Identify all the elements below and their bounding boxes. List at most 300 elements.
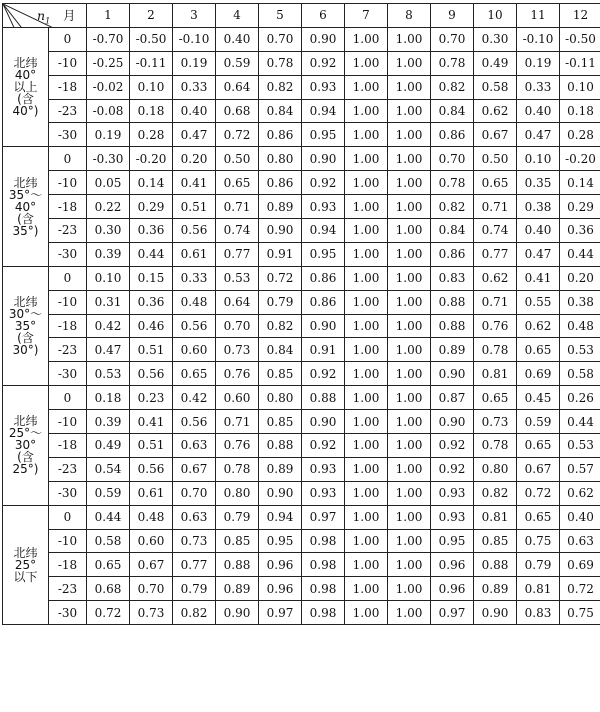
coefficient-table: [2, 3, 600, 625]
value-cell: 0.36: [130, 290, 173, 314]
value-cell: 0.47: [517, 123, 560, 147]
value-cell: 1.00: [388, 99, 431, 123]
value-cell: 0.62: [474, 99, 517, 123]
value-cell: 0.41: [173, 171, 216, 195]
value-cell: 0.92: [302, 171, 345, 195]
value-cell: 1.00: [388, 338, 431, 362]
value-cell: 1.00: [345, 338, 388, 362]
value-cell: 0.18: [87, 386, 130, 410]
value-cell: 0.90: [302, 147, 345, 171]
temperature-cell: -18: [49, 434, 87, 458]
value-cell: 1.00: [345, 434, 388, 458]
value-cell: 0.84: [431, 99, 474, 123]
value-cell: 0.56: [130, 457, 173, 481]
value-cell: 0.90: [216, 601, 259, 625]
value-cell: 0.78: [431, 171, 474, 195]
value-cell: 0.78: [474, 434, 517, 458]
latitude-label-line: (含: [17, 450, 34, 465]
value-cell: 0.62: [517, 314, 560, 338]
temperature-cell: -23: [49, 457, 87, 481]
value-cell: 0.65: [517, 338, 560, 362]
month-header-12: 12: [560, 4, 600, 28]
value-cell: 0.89: [216, 577, 259, 601]
value-cell: 0.71: [474, 195, 517, 219]
latitude-label-line: 30°～: [8, 307, 43, 322]
value-cell: 0.73: [173, 529, 216, 553]
value-cell: 1.00: [388, 75, 431, 99]
value-cell: 1.00: [345, 314, 388, 338]
value-cell: 1.00: [388, 290, 431, 314]
value-cell: 1.00: [345, 601, 388, 625]
value-cell: 0.55: [517, 290, 560, 314]
value-cell: 0.96: [431, 577, 474, 601]
value-cell: 0.92: [302, 362, 345, 386]
latitude-label-line: (含: [17, 331, 34, 346]
value-cell: 0.61: [130, 481, 173, 505]
value-cell: 0.44: [560, 410, 600, 434]
value-cell: 0.18: [560, 99, 600, 123]
latitude-group-cell: [3, 505, 49, 624]
value-cell: 0.51: [130, 338, 173, 362]
value-cell: 0.40: [173, 99, 216, 123]
value-cell: 0.36: [130, 219, 173, 243]
table-row: [3, 123, 600, 147]
value-cell: 0.93: [302, 481, 345, 505]
value-cell: 1.00: [388, 171, 431, 195]
value-cell: 0.10: [560, 75, 600, 99]
value-cell: 1.00: [388, 314, 431, 338]
value-cell: 0.58: [87, 529, 130, 553]
latitude-label-line: 北纬: [13, 295, 38, 310]
value-cell: 0.88: [474, 553, 517, 577]
latitude-label-line: 25°): [12, 462, 39, 477]
temperature-cell: -10: [49, 51, 87, 75]
month-header-11: 11: [517, 4, 560, 28]
latitude-label-line: 35°～: [8, 187, 43, 202]
value-cell: 0.40: [216, 27, 259, 51]
value-cell: 0.84: [259, 99, 302, 123]
value-cell: 0.84: [431, 219, 474, 243]
value-cell: 0.53: [87, 362, 130, 386]
value-cell: -0.30: [87, 147, 130, 171]
value-cell: 0.22: [87, 195, 130, 219]
value-cell: 0.90: [259, 219, 302, 243]
value-cell: 0.92: [431, 434, 474, 458]
value-cell: 0.92: [302, 434, 345, 458]
value-cell: 0.69: [517, 362, 560, 386]
value-cell: 1.00: [345, 147, 388, 171]
value-cell: 0.39: [87, 410, 130, 434]
temperature-cell: -23: [49, 99, 87, 123]
value-cell: 0.78: [216, 457, 259, 481]
value-cell: 0.63: [560, 529, 600, 553]
value-cell: 0.70: [431, 147, 474, 171]
value-cell: 0.77: [474, 242, 517, 266]
value-cell: 0.81: [474, 362, 517, 386]
value-cell: 0.67: [173, 457, 216, 481]
table-row: [3, 601, 600, 625]
latitude-group-cell: [3, 27, 49, 146]
value-cell: 0.36: [560, 219, 600, 243]
value-cell: 0.71: [216, 195, 259, 219]
value-cell: 0.57: [560, 457, 600, 481]
value-cell: 0.46: [130, 314, 173, 338]
value-cell: 0.78: [259, 51, 302, 75]
value-cell: -0.08: [87, 99, 130, 123]
temperature-cell: -30: [49, 601, 87, 625]
value-cell: 0.71: [474, 290, 517, 314]
value-cell: 0.40: [560, 505, 600, 529]
value-cell: 1.00: [345, 577, 388, 601]
value-cell: 0.96: [259, 553, 302, 577]
value-cell: 0.50: [216, 147, 259, 171]
latitude-label-line: 35°): [12, 223, 39, 238]
value-cell: 0.48: [173, 290, 216, 314]
value-cell: 0.97: [431, 601, 474, 625]
value-cell: 0.77: [216, 242, 259, 266]
value-cell: 0.60: [130, 529, 173, 553]
temperature-cell: -23: [49, 577, 87, 601]
temperature-cell: -18: [49, 195, 87, 219]
value-cell: -0.20: [560, 147, 600, 171]
value-cell: 0.72: [87, 601, 130, 625]
value-cell: 0.94: [302, 99, 345, 123]
value-cell: 0.26: [560, 386, 600, 410]
value-cell: 0.56: [173, 410, 216, 434]
value-cell: 0.93: [431, 481, 474, 505]
table-row: [3, 147, 600, 171]
table-row: [3, 457, 600, 481]
value-cell: 0.65: [517, 505, 560, 529]
temperature-cell: 0: [49, 147, 87, 171]
value-cell: 1.00: [345, 195, 388, 219]
value-cell: 0.81: [517, 577, 560, 601]
latitude-label-line: 40°: [14, 68, 37, 83]
month-header-3: 3: [173, 4, 216, 28]
value-cell: 0.45: [517, 386, 560, 410]
value-cell: -0.10: [173, 27, 216, 51]
value-cell: 0.72: [560, 577, 600, 601]
month-header-2: 2: [130, 4, 173, 28]
value-cell: 0.90: [431, 410, 474, 434]
month-header-7: 7: [345, 4, 388, 28]
table-row: [3, 99, 600, 123]
temperature-cell: -30: [49, 481, 87, 505]
value-cell: 0.97: [302, 505, 345, 529]
value-cell: 0.68: [216, 99, 259, 123]
value-cell: 0.70: [431, 27, 474, 51]
latitude-label-line: 北纬: [13, 414, 38, 429]
month-header-4: 4: [216, 4, 259, 28]
value-cell: 0.40: [517, 219, 560, 243]
value-cell: 0.65: [87, 553, 130, 577]
table-row: [3, 481, 600, 505]
value-cell: 0.83: [431, 266, 474, 290]
value-cell: 0.79: [517, 553, 560, 577]
value-cell: 0.89: [431, 338, 474, 362]
value-cell: 0.98: [302, 529, 345, 553]
value-cell: 0.89: [259, 457, 302, 481]
value-cell: 1.00: [345, 266, 388, 290]
value-cell: 0.74: [216, 219, 259, 243]
value-cell: 0.48: [560, 314, 600, 338]
latitude-label-line: 40°): [12, 104, 39, 119]
table-row: [3, 171, 600, 195]
value-cell: 0.62: [560, 481, 600, 505]
value-cell: 1.00: [345, 529, 388, 553]
latitude-group-cell: [3, 147, 49, 266]
value-cell: -0.20: [130, 147, 173, 171]
temperature-cell: 0: [49, 505, 87, 529]
value-cell: 0.65: [517, 434, 560, 458]
value-cell: 0.73: [130, 601, 173, 625]
value-cell: 0.92: [302, 51, 345, 75]
value-cell: 1.00: [388, 410, 431, 434]
value-cell: 0.56: [173, 219, 216, 243]
value-cell: 0.90: [259, 481, 302, 505]
value-cell: 0.58: [474, 75, 517, 99]
value-cell: 0.86: [302, 290, 345, 314]
value-cell: 0.90: [302, 314, 345, 338]
value-cell: 0.19: [517, 51, 560, 75]
value-cell: 0.96: [431, 553, 474, 577]
temperature-cell: -10: [49, 410, 87, 434]
value-cell: 0.33: [173, 75, 216, 99]
value-cell: 1.00: [388, 577, 431, 601]
value-cell: 0.33: [517, 75, 560, 99]
value-cell: 0.91: [302, 338, 345, 362]
value-cell: -0.10: [517, 27, 560, 51]
temperature-cell: -18: [49, 553, 87, 577]
value-cell: -0.02: [87, 75, 130, 99]
month-header-1: 1: [87, 4, 130, 28]
value-cell: 0.68: [87, 577, 130, 601]
value-cell: 0.33: [173, 266, 216, 290]
value-cell: 0.30: [474, 27, 517, 51]
value-cell: 0.49: [87, 434, 130, 458]
value-cell: 0.80: [259, 386, 302, 410]
table-row: [3, 27, 600, 51]
value-cell: 0.65: [216, 171, 259, 195]
value-cell: 0.95: [259, 529, 302, 553]
table-row: [3, 51, 600, 75]
value-cell: 0.85: [259, 362, 302, 386]
value-cell: 0.80: [216, 481, 259, 505]
value-cell: 0.29: [130, 195, 173, 219]
value-cell: 0.38: [517, 195, 560, 219]
value-cell: 0.95: [302, 242, 345, 266]
value-cell: 0.42: [87, 314, 130, 338]
value-cell: 0.88: [431, 290, 474, 314]
value-cell: 1.00: [388, 434, 431, 458]
value-cell: 0.85: [259, 410, 302, 434]
value-cell: 0.86: [259, 171, 302, 195]
value-cell: -0.25: [87, 51, 130, 75]
value-cell: 1.00: [345, 219, 388, 243]
latitude-label-line: 北纬: [13, 56, 38, 71]
value-cell: 0.35: [517, 171, 560, 195]
temperature-cell: -30: [49, 242, 87, 266]
table-row: [3, 362, 600, 386]
value-cell: 0.64: [216, 75, 259, 99]
value-cell: 1.00: [345, 75, 388, 99]
value-cell: 0.18: [130, 99, 173, 123]
value-cell: 0.87: [431, 386, 474, 410]
value-cell: 0.90: [431, 362, 474, 386]
value-cell: 0.72: [216, 123, 259, 147]
value-cell: 1.00: [388, 266, 431, 290]
value-cell: 0.91: [259, 242, 302, 266]
value-cell: 0.54: [87, 457, 130, 481]
table-row: [3, 505, 600, 529]
value-cell: 1.00: [345, 457, 388, 481]
value-cell: 0.98: [302, 553, 345, 577]
value-cell: 0.59: [216, 51, 259, 75]
value-cell: 0.76: [216, 362, 259, 386]
month-header-5: 5: [259, 4, 302, 28]
table-row: [3, 553, 600, 577]
value-cell: 0.65: [173, 362, 216, 386]
value-cell: 1.00: [345, 410, 388, 434]
table-row: [3, 410, 600, 434]
value-cell: 0.65: [474, 171, 517, 195]
value-cell: 0.73: [216, 338, 259, 362]
value-cell: -0.11: [130, 51, 173, 75]
table-row: [3, 290, 600, 314]
value-cell: 0.82: [173, 601, 216, 625]
value-cell: 0.14: [130, 171, 173, 195]
value-cell: 0.79: [259, 290, 302, 314]
value-cell: 0.90: [302, 27, 345, 51]
value-cell: 0.86: [302, 266, 345, 290]
temperature-cell: 0: [49, 266, 87, 290]
value-cell: 0.50: [474, 147, 517, 171]
value-cell: 0.93: [302, 195, 345, 219]
value-cell: 1.00: [388, 242, 431, 266]
value-cell: 0.58: [560, 362, 600, 386]
value-cell: 0.10: [130, 75, 173, 99]
value-cell: 0.67: [474, 123, 517, 147]
value-cell: 0.72: [259, 266, 302, 290]
latitude-label-line: 30°: [14, 438, 37, 453]
value-cell: 0.28: [130, 123, 173, 147]
value-cell: 0.53: [560, 338, 600, 362]
value-cell: 0.30: [87, 219, 130, 243]
value-cell: 1.00: [388, 529, 431, 553]
value-cell: 0.82: [431, 195, 474, 219]
latitude-label-line: 以下: [13, 569, 38, 584]
temperature-cell: -23: [49, 338, 87, 362]
value-cell: 0.73: [474, 410, 517, 434]
value-cell: 1.00: [388, 123, 431, 147]
value-cell: 0.94: [302, 219, 345, 243]
value-cell: 0.80: [259, 147, 302, 171]
value-cell: 1.00: [345, 553, 388, 577]
value-cell: 0.56: [173, 314, 216, 338]
value-cell: 0.80: [474, 457, 517, 481]
value-cell: 0.23: [130, 386, 173, 410]
value-cell: 0.69: [560, 553, 600, 577]
value-cell: 1.00: [345, 290, 388, 314]
value-cell: 0.41: [517, 266, 560, 290]
value-cell: 0.61: [173, 242, 216, 266]
table-row: [3, 314, 600, 338]
latitude-label-line: 25°: [14, 557, 37, 572]
value-cell: 1.00: [345, 505, 388, 529]
value-cell: 0.56: [130, 362, 173, 386]
value-cell: -0.11: [560, 51, 600, 75]
month-header-8: 8: [388, 4, 431, 28]
value-cell: 0.84: [259, 338, 302, 362]
value-cell: -0.70: [87, 27, 130, 51]
temperature-cell: -10: [49, 171, 87, 195]
value-cell: 0.63: [173, 505, 216, 529]
value-cell: 0.92: [431, 457, 474, 481]
value-cell: 0.78: [431, 51, 474, 75]
value-cell: 0.47: [517, 242, 560, 266]
value-cell: 0.90: [302, 410, 345, 434]
value-cell: 1.00: [345, 481, 388, 505]
value-cell: 0.40: [517, 99, 560, 123]
value-cell: 0.71: [216, 410, 259, 434]
corner-header-cell: [3, 4, 87, 28]
temperature-cell: -30: [49, 362, 87, 386]
value-cell: 0.81: [474, 505, 517, 529]
month-label: 月: [63, 8, 76, 23]
latitude-group-cell: [3, 266, 49, 385]
value-cell: 0.42: [173, 386, 216, 410]
month-header-9: 9: [431, 4, 474, 28]
value-cell: 0.79: [216, 505, 259, 529]
table-row: [3, 75, 600, 99]
value-cell: -0.50: [130, 27, 173, 51]
value-cell: 0.74: [474, 219, 517, 243]
value-cell: 0.89: [474, 577, 517, 601]
value-cell: 0.65: [474, 386, 517, 410]
value-cell: 0.64: [216, 290, 259, 314]
value-cell: 0.75: [517, 529, 560, 553]
header-row: [3, 4, 600, 28]
value-cell: 0.82: [259, 75, 302, 99]
value-cell: 0.93: [431, 505, 474, 529]
value-cell: 1.00: [388, 505, 431, 529]
latitude-label-line: 30°): [12, 343, 39, 358]
value-cell: 1.00: [345, 362, 388, 386]
value-cell: 0.10: [517, 147, 560, 171]
value-cell: 0.53: [560, 434, 600, 458]
value-cell: 0.94: [259, 505, 302, 529]
table-row: [3, 219, 600, 243]
value-cell: 0.29: [560, 195, 600, 219]
value-cell: 0.70: [173, 481, 216, 505]
value-cell: 0.20: [173, 147, 216, 171]
value-cell: 1.00: [388, 553, 431, 577]
value-cell: 0.88: [302, 386, 345, 410]
month-header-6: 6: [302, 4, 345, 28]
latitude-label-line: 以上: [13, 80, 38, 95]
value-cell: 0.59: [87, 481, 130, 505]
value-cell: 0.49: [474, 51, 517, 75]
value-cell: 0.98: [302, 601, 345, 625]
value-cell: 0.14: [560, 171, 600, 195]
value-cell: -0.50: [560, 27, 600, 51]
value-cell: 1.00: [345, 51, 388, 75]
month-header-10: 10: [474, 4, 517, 28]
value-cell: 1.00: [388, 481, 431, 505]
temperature-cell: -30: [49, 123, 87, 147]
table-row: [3, 434, 600, 458]
value-cell: 0.89: [259, 195, 302, 219]
